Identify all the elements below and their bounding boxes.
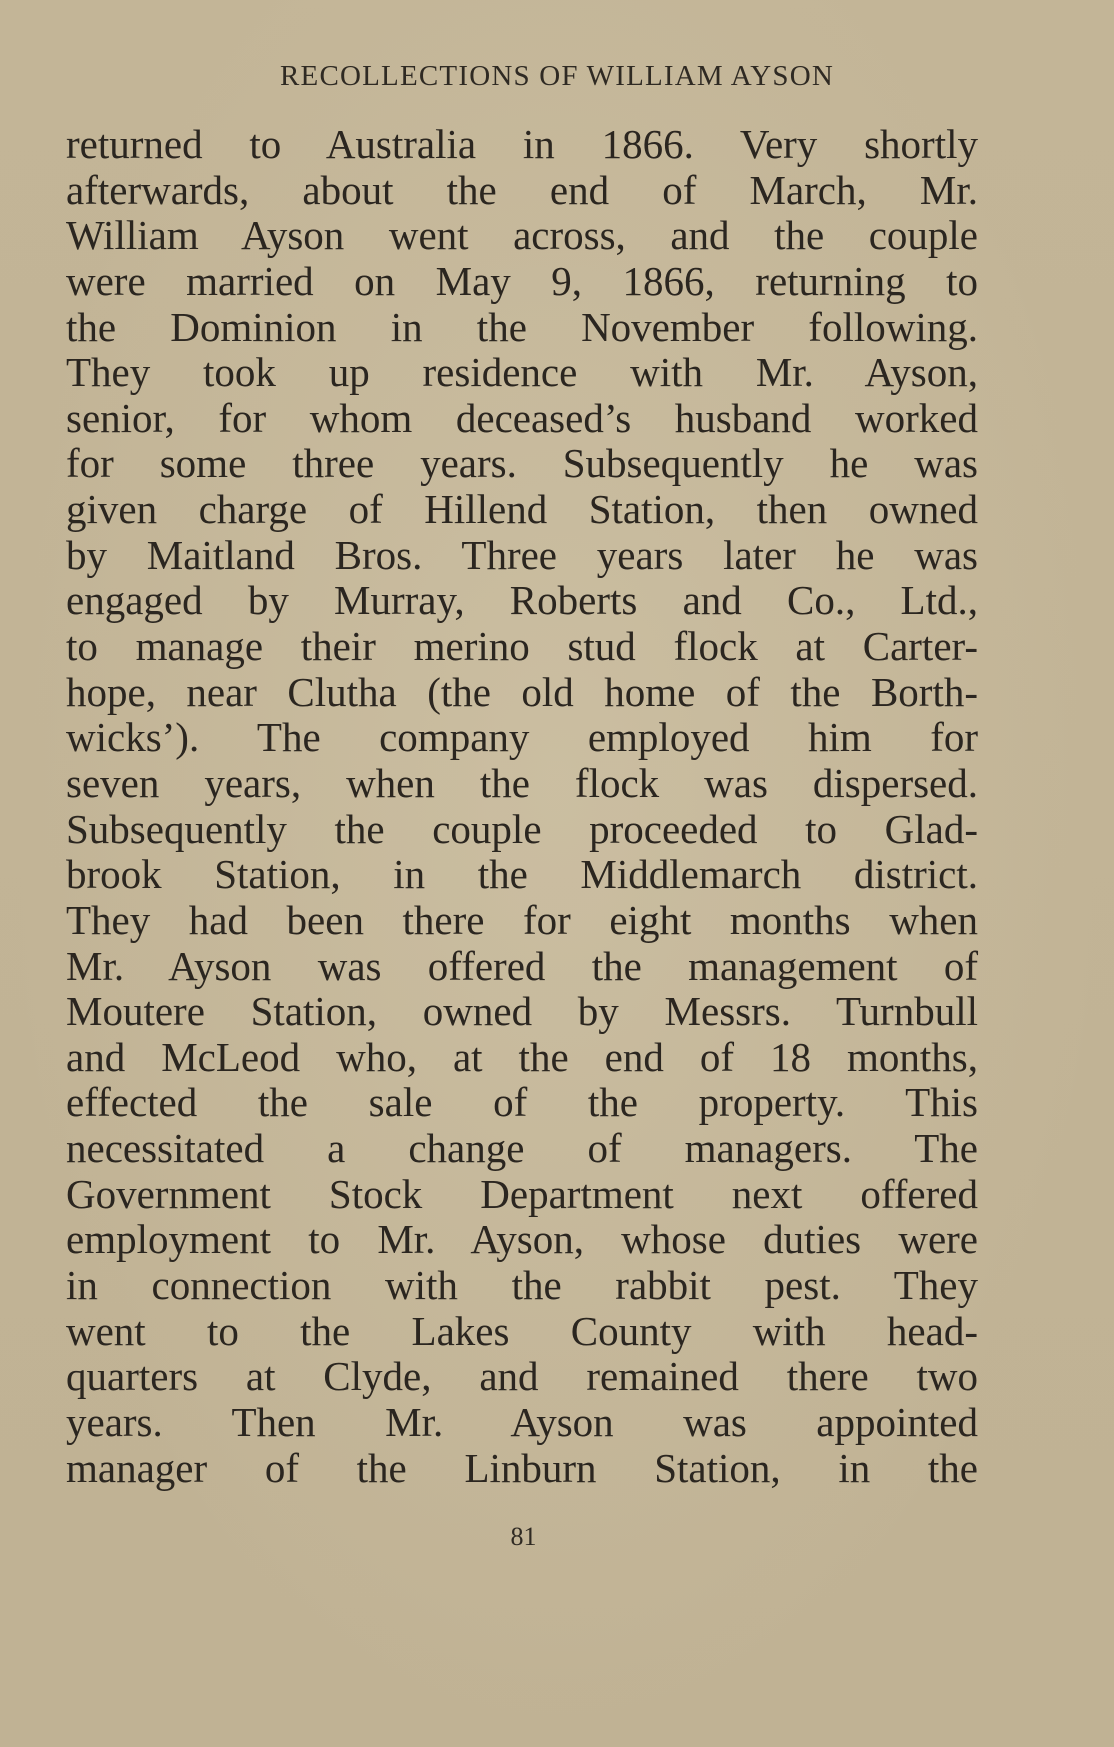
text-line: the Dominion in the November following.: [66, 303, 978, 350]
text-line: engaged by Murray, Roberts and Co., Ltd.,: [66, 577, 978, 624]
running-head: RECOLLECTIONS OF WILLIAM AYSON: [280, 60, 834, 92]
text-line: employment to Mr. Ayson, whose duties were: [66, 1216, 978, 1263]
text-line: Mr. Ayson was offered the management of: [66, 942, 978, 989]
text-line: They had been there for eight months when: [66, 896, 978, 943]
text-line: wicks’). The company employed him for: [66, 714, 978, 761]
text-line: went to the Lakes County with head-: [66, 1307, 978, 1354]
text-line: William Ayson went across, and the couple: [66, 212, 978, 259]
text-line: seven years, when the flock was dispersed.: [66, 759, 978, 806]
text-line: returned to Australia in 1866. Very shortly: [66, 121, 978, 167]
text-line: by Maitland Bros. Three years later he was: [66, 531, 978, 578]
text-line: effected the sale of the property. This: [66, 1079, 978, 1126]
text-line: Moutere Station, owned by Messrs. Turnbull: [66, 988, 978, 1035]
text-line: to manage their merino stud flock at Carter-: [66, 623, 978, 670]
text-line: for some three years. Subsequently he was: [66, 440, 978, 487]
text-line: Government Stock Department next offered: [66, 1170, 978, 1217]
text-line: years. Then Mr. Ayson was appointed: [66, 1398, 978, 1445]
text-line: given charge of Hillend Station, then owned: [66, 486, 978, 533]
text-line: senior, for whom deceased’s husband worked: [66, 394, 978, 441]
text-line: Subsequently the couple proceeded to Glad-: [66, 805, 978, 852]
text-line: manager of the Linburn Station, in the: [66, 1444, 978, 1491]
text-line: afterwards, about the end of March, Mr.: [66, 166, 978, 213]
text-line: quarters at Clyde, and remained there two: [66, 1353, 978, 1400]
text-line: brook Station, in the Middlemarch district.: [66, 851, 978, 898]
page-number: 81: [510, 1522, 537, 1551]
text-line: were married on May 9, 1866, returning to: [66, 257, 978, 304]
text-line: in connection with the rabbit pest. They: [66, 1262, 978, 1309]
body-text: [66, 122, 978, 1491]
text-line: hope, near Clutha (the old home of the Borth-: [66, 668, 978, 715]
text-line: necessitated a change of managers. The: [66, 1125, 978, 1172]
text-line: and McLeod who, at the end of 18 months,: [66, 1033, 978, 1080]
text-line: They took up residence with Mr. Ayson,: [66, 349, 978, 396]
